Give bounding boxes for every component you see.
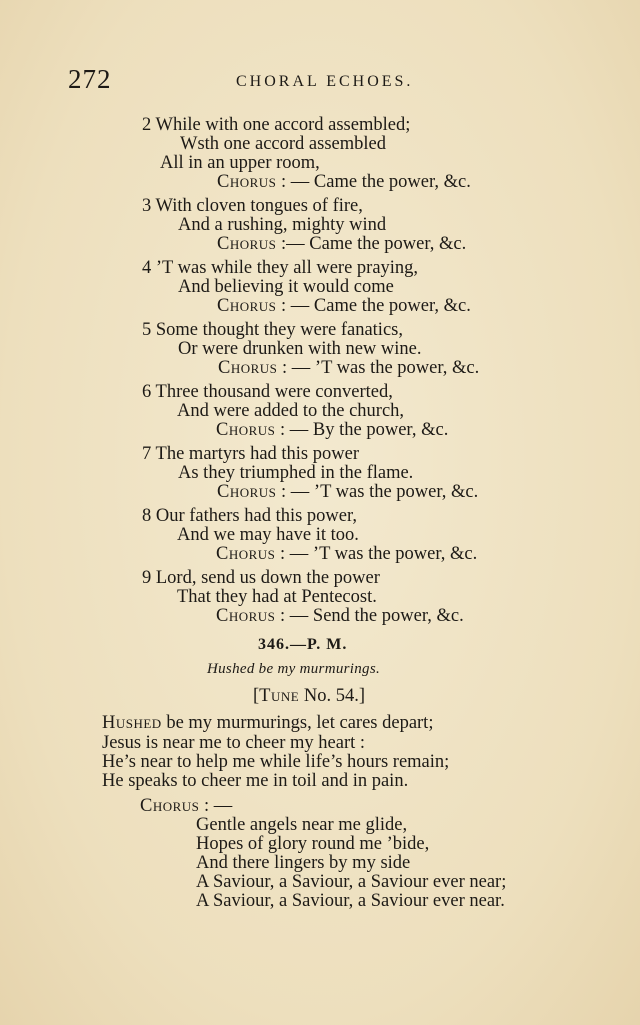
chorus-label: Chorus	[218, 358, 278, 378]
chorus-reference	[216, 544, 477, 564]
stanza-line: 9 Lord, send us down the power	[142, 568, 380, 588]
chorus-line: A Saviour, a Saviour, a Saviour ever near;	[196, 872, 507, 892]
chorus-text: : — ’T was the power, &c.	[275, 544, 478, 564]
chorus-reference	[217, 482, 478, 502]
chorus-line: And there lingers by my side	[196, 853, 411, 873]
stanza-line: 6 Three thousand were converted,	[142, 382, 393, 402]
stanza-line: As they triumphed in the flame.	[178, 463, 414, 483]
chorus-label: Chorus	[217, 234, 277, 254]
running-title: CHORAL ECHOES.	[236, 73, 414, 90]
verse-text: be my murmurings, let cares depart;	[161, 713, 434, 733]
page-number: 272	[68, 64, 112, 94]
chorus-label: Chorus	[217, 296, 277, 316]
chorus-reference	[217, 172, 471, 192]
stanza-line: Wsth one accord assembled	[180, 134, 386, 154]
chorus-text: : — ’T was the power, &c.	[276, 482, 479, 502]
chorus-text: : — ’T was the power, &c.	[277, 358, 480, 378]
verse-line: Jesus is near me to cheer my heart :	[102, 733, 366, 753]
stanza-line: 5 Some thought they were fanatics,	[142, 320, 403, 340]
tune-open: [	[253, 686, 260, 706]
chorus-heading	[140, 796, 232, 816]
chorus-label: Chorus	[216, 544, 276, 564]
stanza-line: All in an upper room,	[160, 153, 320, 173]
stanza-line: That they had at Pentecost.	[177, 587, 377, 607]
tune-reference	[253, 686, 365, 707]
stanza-line: 7 The martyrs had this power	[142, 444, 359, 464]
chorus-label: Chorus	[140, 796, 200, 816]
chorus-reference	[218, 358, 479, 378]
chorus-line: Gentle angels near me glide,	[196, 815, 408, 835]
stanza-line: 3 With cloven tongues of fire,	[142, 196, 363, 216]
chorus-line: Hopes of glory round me ’bide,	[196, 834, 430, 854]
stanza-line: And were added to the church,	[177, 401, 405, 421]
chorus-label: Chorus	[216, 606, 276, 626]
page-header	[0, 64, 640, 96]
verse-line: He speaks to cheer me in toil and in pain.	[102, 771, 409, 791]
chorus-text: : — Came the power, &c.	[276, 172, 471, 192]
hymn-number: 346.—P. M.	[258, 636, 348, 653]
tune-rest: No. 54.]	[299, 686, 365, 706]
stanza-line: And believing it would come	[178, 277, 394, 297]
stanza-line: 4 ’T was while they all were praying,	[142, 258, 419, 278]
stanza-line: 8 Our fathers had this power,	[142, 506, 358, 526]
chorus-text: : — Came the power, &c.	[276, 296, 471, 316]
chorus-reference	[216, 420, 448, 440]
chorus-label: Chorus	[216, 420, 276, 440]
chorus-label: Chorus	[217, 482, 277, 502]
chorus-label: Chorus	[217, 172, 277, 192]
verse-line: He’s near to help me while life’s hours remain;	[102, 752, 450, 772]
chorus-text: :— Came the power, &c.	[276, 234, 467, 254]
chorus-reference	[217, 234, 466, 254]
verse-lead: Hushed	[102, 713, 162, 733]
tune-label: Tune	[259, 686, 300, 706]
stanza-line: 2 While with one accord assembled;	[142, 115, 411, 135]
stanza-line: And we may have it too.	[177, 525, 359, 545]
chorus-text: : — Send the power, &c.	[275, 606, 464, 626]
stanza-line: And a rushing, mighty wind	[178, 215, 387, 235]
hymn-title: Hushed be my murmurings.	[207, 661, 381, 677]
chorus-label-suffix: : —	[199, 796, 233, 816]
chorus-reference	[217, 296, 471, 316]
chorus-text: : — By the power, &c.	[275, 420, 449, 440]
chorus-reference	[216, 606, 464, 626]
verse-line	[102, 713, 433, 733]
stanza-line: Or were drunken with new wine.	[178, 339, 422, 359]
chorus-line: A Saviour, a Saviour, a Saviour ever near.	[196, 891, 505, 911]
